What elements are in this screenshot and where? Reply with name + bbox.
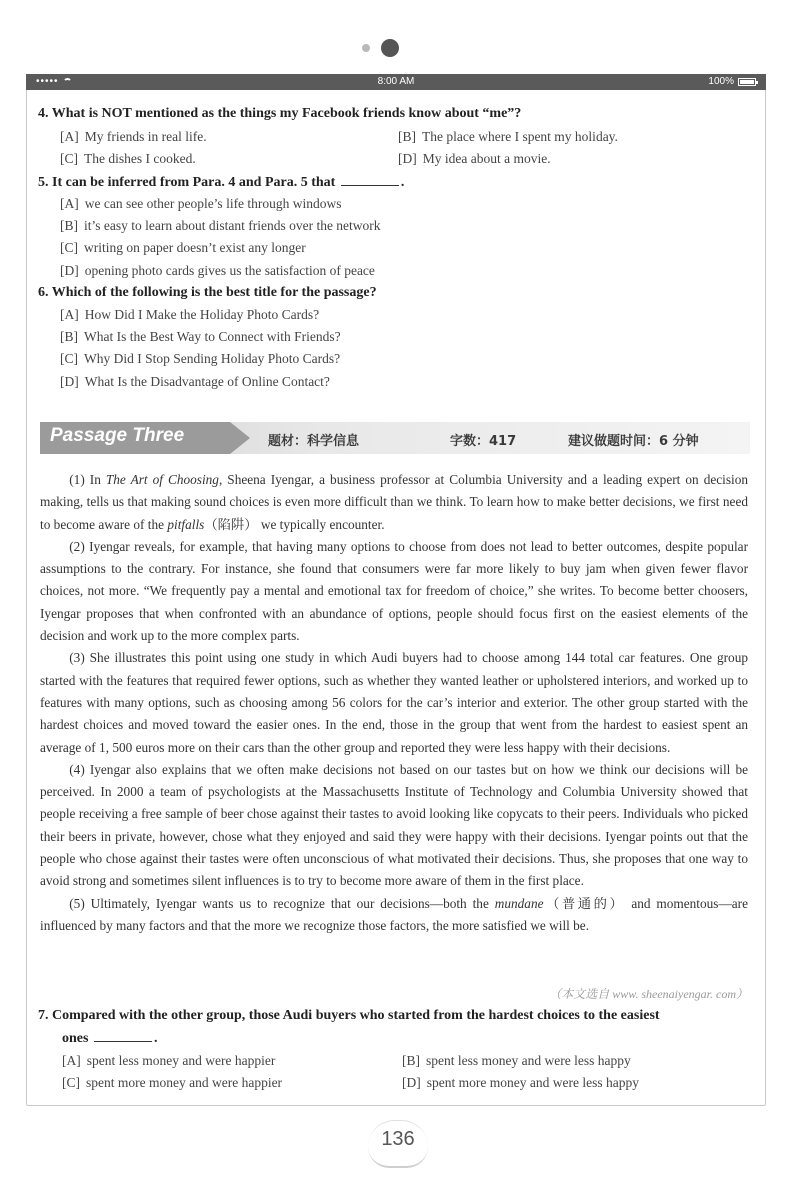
- passage-topic: 题材：科学信息: [268, 434, 360, 449]
- q7-option-c[interactable]: [C] spent more money and were happier: [62, 1075, 283, 1090]
- q7-option-b[interactable]: [B] spent less money and were less happy: [402, 1053, 631, 1068]
- question-5-title: 5. It can be inferred from Para. 4 and Para. 5 that .: [38, 175, 405, 190]
- status-time: 8:00 AM: [377, 76, 415, 87]
- q4-option-a[interactable]: [A] My friends in real life.: [60, 129, 207, 144]
- q4-option-b[interactable]: [B] The place where I spent my holiday.: [398, 129, 618, 144]
- question-7-title: 7. Compared with the other group, those Audi buyers who started from the hardest choices to the easiest: [38, 1008, 660, 1023]
- paragraph-3: (3) She illustrates this point using one study in which Audi buyers had to choose among 144 total car features. One group started with the features that required fewer options, such as whether they wanted leather or upholstered interiors, and worked up to features with many options, such as choosing among 56 colors for the car’s interior and exterior. The other group started with the hardest choices and moved toward the easier ones. In the end, those in the group that went from the hardest to easiest spent an average of 1, 500 euros more on their cars than the other group and reported they were less happy with their decisions.: [40, 650, 748, 755]
- passage-suggested-time: 建议做题时间：6 分钟: [568, 434, 699, 449]
- paragraph-5: (5) Ultimately, Iyengar wants us to recognize that our decisions—both the mundane（普通的） and momentous—are influenced by many factors and that the more we recognize those factors, the more satisfied we will be.: [40, 895, 748, 933]
- status-bar: [26, 74, 766, 90]
- page-dot-active[interactable]: [381, 39, 399, 57]
- q4-option-c[interactable]: [C] The dishes I cooked.: [60, 151, 196, 166]
- source-citation: （本文选自 www. sheenaiyengar. com）: [549, 987, 748, 1001]
- battery-icon: [738, 78, 756, 86]
- q7-option-a[interactable]: [A] spent less money and were happier: [62, 1053, 276, 1068]
- q6-option-c[interactable]: [C] Why Did I Stop Sending Holiday Photo Cards?: [60, 351, 341, 366]
- q6-option-a[interactable]: [A] How Did I Make the Holiday Photo Cards?: [60, 307, 320, 322]
- q7-option-d[interactable]: [D] spent more money and were less happy: [402, 1075, 639, 1090]
- passage-title: Passage Three: [50, 425, 185, 446]
- question-6-title: 6. Which of the following is the best title for the passage?: [38, 285, 377, 300]
- q5-option-c[interactable]: [C] writing on paper doesn’t exist any longer: [60, 240, 306, 255]
- answer-blank: [341, 174, 399, 186]
- q5-option-b[interactable]: [B] it’s easy to learn about distant friends over the network: [60, 218, 381, 233]
- passage-body: [40, 469, 748, 937]
- question-7-title-cont: ones .: [62, 1031, 158, 1046]
- paragraph-4: (4) Iyengar also explains that we often make decisions not based on our tastes but on how we think our decisions will be perceived. In 2000 a team of psychologists at the Massachusetts Institute of Technology and Columbia University showed that people receiving a free sample of beer chose against their tastes to avoid looking like copycats to their peers. Individuals who picked their beers in private, however, chose what they enjoyed and said they were happy with their decisions. Iyengar points out that the people who chose against their tastes were often unconscious of what motivated their decisions. Thus, she proposes that one way to avoid strong and sometimes silent influences is to try to become more aware of them in the first place.: [40, 761, 748, 889]
- signal-strength: •••••: [36, 74, 72, 90]
- paragraph-2: (2) Iyengar reveals, for example, that having many options to choose from does not lead to better outcomes, despite popular assumptions to the contrary. For instance, she found that consumers were far more likely to buy jam when given fewer flavor choices, not more. “We frequently pay a mental and emotional tax for freedom of choice,” she writes. To become better choosers, Iyengar proposes that when confronted with an abundance of options, people should focus first on the easiest elements of the decision and work up to the more complex parts.: [40, 538, 748, 644]
- passage-word-count: 字数：417: [450, 434, 517, 449]
- battery-percent: 100%: [708, 76, 734, 87]
- paragraph-1: (1) In The Art of Choosing, Sheena Iyengar, a business professor at Columbia University and a leading expert on decision making, tells us that making sound choices is even more difficult than we think. To learn how to make better decisions, we first need to become aware of the pitfalls（陷阱） we typically encounter.: [40, 472, 749, 532]
- q6-option-d[interactable]: [D] What Is the Disadvantage of Online Contact?: [60, 374, 330, 389]
- q5-option-d[interactable]: [D] opening photo cards gives us the satisfaction of peace: [60, 263, 375, 278]
- question-4-title: 4. What is NOT mentioned as the things my Facebook friends know about “me”?: [38, 106, 522, 121]
- q5-option-a[interactable]: [A] we can see other people’s life through windows: [60, 196, 342, 211]
- q4-option-d[interactable]: [D] My idea about a movie.: [398, 151, 551, 166]
- battery-status: [708, 74, 756, 90]
- q6-option-b[interactable]: [B] What Is the Best Way to Connect with Friends?: [60, 329, 341, 344]
- answer-blank: [94, 1030, 152, 1042]
- page-indicator: [0, 38, 800, 60]
- page-dot-inactive[interactable]: [362, 44, 370, 52]
- page-number: 136: [381, 1128, 415, 1150]
